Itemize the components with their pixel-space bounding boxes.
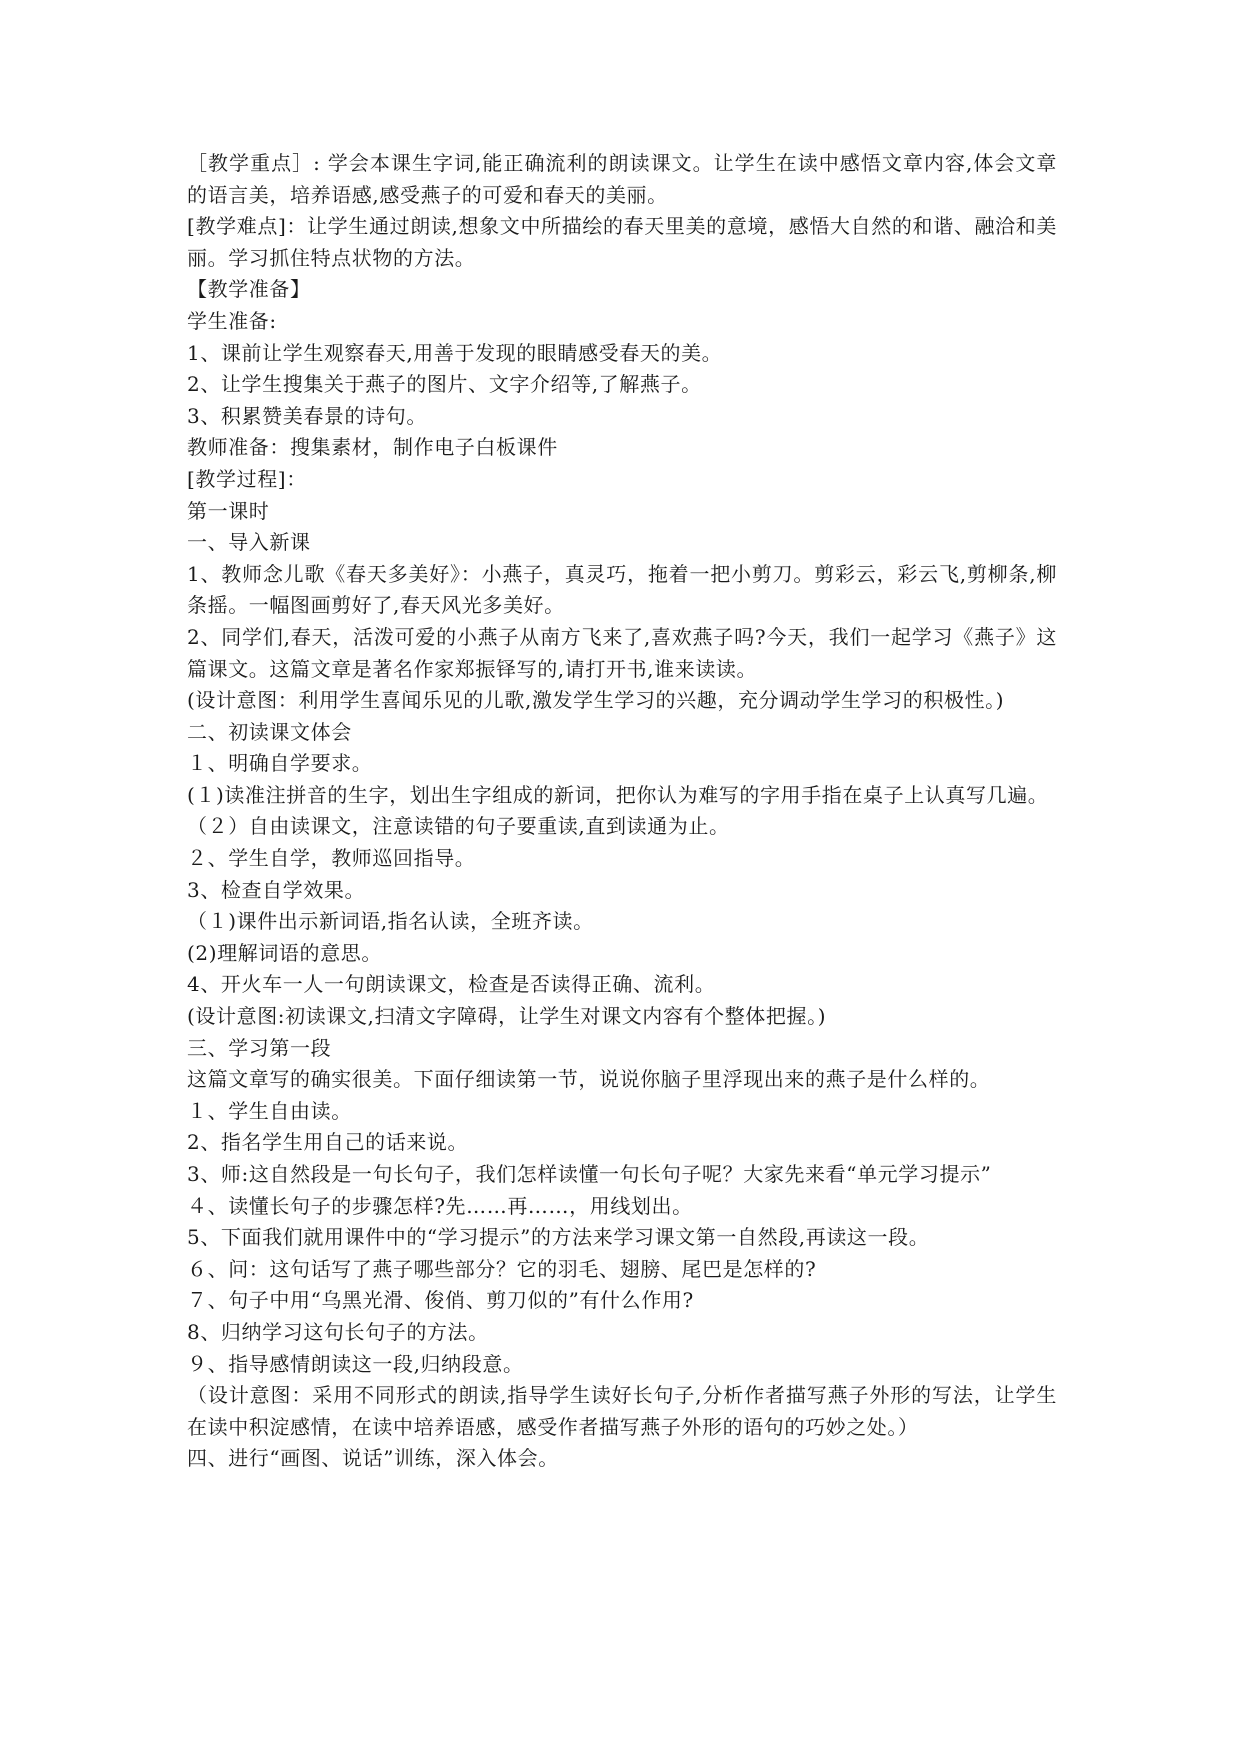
- paragraph-teaching-focus: ［教学重点］: 学会本课生字词,能正确流利的朗读课文。让学生在读中感悟文章内容,体会文章的语言美，培养语感,感受燕子的可爱和春天的美丽。: [187, 151, 1057, 207]
- list-item: （２）自由读课文，注意读错的句子要重读,直到读通为止。: [187, 814, 730, 839]
- list-item: 2、指名学生用自己的话来说。: [187, 1130, 469, 1155]
- list-item: ９、指导感情朗读这一段,归纳段意。: [187, 1351, 524, 1376]
- design-intent-note: (设计意图：利用学生喜闻乐见的儿歌,激发学生学习的兴趣，充分调动学生学习的积极性。): [187, 688, 1005, 713]
- section-heading: 二、初读课文体会: [187, 719, 352, 744]
- list-item: １、明确自学要求。: [187, 751, 373, 776]
- paragraph-teacher-preparation: 教师准备：搜集素材，制作电子白板课件: [187, 435, 558, 460]
- heading-teaching-preparation: 【教学准备】: [187, 277, 311, 302]
- list-item: １、学生自由读。: [187, 1098, 352, 1123]
- document-body: [187, 148, 1057, 1475]
- list-item: 1、课前让学生观察春天,用善于发现的眼睛感受春天的美。: [187, 340, 723, 365]
- list-item: ７、句子中用“乌黑光滑、俊俏、剪刀似的”有什么作用?: [187, 1288, 694, 1313]
- list-item: (2)理解词语的意思。: [187, 940, 382, 965]
- heading-first-lesson: 第一课时: [187, 498, 270, 523]
- paragraph-teaching-difficulty: [教学难点]：让学生通过朗读,想象文中所描绘的春天里美的意境，感悟大自然的和谐、融洽和美丽。学习抓住特点状物的方法。: [187, 214, 1057, 270]
- list-item: ６、问：这句话写了燕子哪些部分？它的羽毛、翅膀、尾巴是怎样的?: [187, 1256, 817, 1281]
- paragraph: 这篇文章写的确实很美。下面仔细读第一节，说说你脑子里浮现出来的燕子是什么样的。: [187, 1067, 991, 1092]
- design-intent-note: （设计意图：采用不同形式的朗读,指导学生读好长句子,分析作者描写燕子外形的写法，让学生在读中积淀感情，在读中培养语感，感受作者描写燕子外形的语句的巧妙之处。）: [187, 1383, 1057, 1439]
- design-intent-note: (设计意图:初读课文,扫清文字障碍，让学生对课文内容有个整体把握。): [187, 1004, 827, 1029]
- list-item: 3、师:这自然段是一句长句子，我们怎样读懂一句长句子呢？大家先来看“单元学习提示”: [187, 1162, 992, 1186]
- list-item: 2、让学生搜集关于燕子的图片、文字介绍等,了解燕子。: [187, 372, 702, 397]
- list-item: 1、教师念儿歌《春天多美好》：小燕子，真灵巧，拖着一把小剪刀。剪彩云，彩云飞,剪柳条,柳条摇。一幅图画剪好了,春天风光多美好。: [187, 561, 1057, 618]
- section-heading: 三、学习第一段: [187, 1035, 332, 1060]
- list-item: (１)读准注拼音的生字，划出生字组成的新词，把你认为难写的字用手指在桌子上认真写几遍。: [187, 782, 1049, 807]
- list-item: 3、积累赞美春景的诗句。: [187, 403, 427, 428]
- list-item: 3、检查自学效果。: [187, 877, 366, 902]
- list-item: ４、读懂长句子的步骤怎样?先……再……，用线划出。: [187, 1193, 693, 1218]
- section-heading: 一、导入新课: [187, 530, 311, 555]
- list-item: ２、学生自学，教师巡回指导。: [187, 846, 476, 871]
- section-heading: 四、进行“画图、说话”训练，深入体会。: [187, 1446, 559, 1471]
- list-item: （１)课件出示新词语,指名认读，全班齐读。: [187, 909, 594, 934]
- list-item: 8、归纳学习这句长句子的方法。: [187, 1319, 489, 1344]
- list-item: 2、同学们,春天，活泼可爱的小燕子从南方飞来了,喜欢燕子吗?今天，我们一起学习《燕子》这篇课文。这篇文章是著名作家郑振铎写的,请打开书,谁来读读。: [187, 624, 1057, 681]
- list-item: 4、开火车一人一句朗读课文，检查是否读得正确、流利。: [187, 972, 716, 997]
- heading-teaching-process: [教学过程]：: [187, 466, 307, 491]
- list-item: 5、下面我们就用课件中的“学习提示”的方法来学习课文第一自然段,再读这一段。: [187, 1225, 930, 1250]
- subheading-student-preparation: 学生准备:: [187, 308, 277, 333]
